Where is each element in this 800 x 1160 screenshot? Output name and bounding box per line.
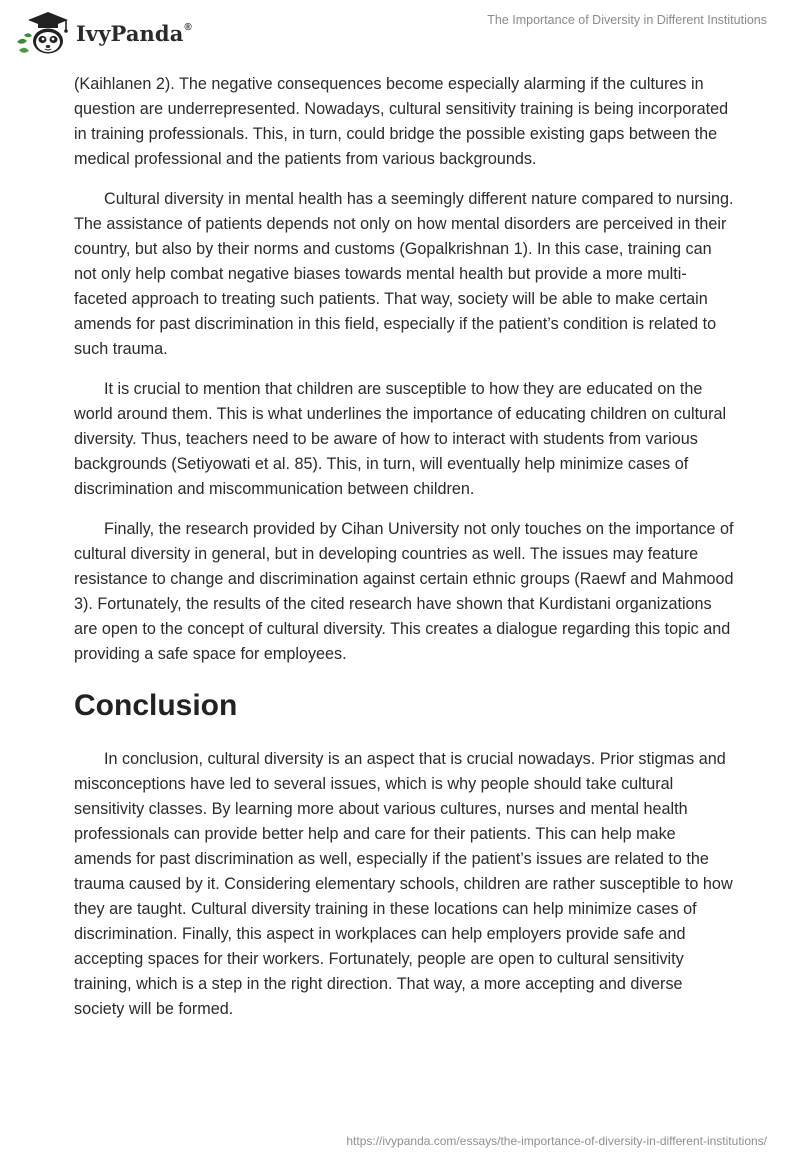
page-header bbox=[0, 0, 800, 62]
document-title: The Importance of Diversity in Different Institutions bbox=[487, 13, 767, 27]
brand-name bbox=[76, 21, 192, 46]
essay-body bbox=[74, 72, 734, 1037]
brand-text: IvyPanda bbox=[76, 20, 184, 46]
conclusion-heading: Conclusion bbox=[74, 689, 238, 722]
paragraph-4: Finally, the research provided by Cihan University not only touches on the importance of cultural diversity in general, but in developing countries as well. The issues may feature resistance to change and discrimination against certain ethnic groups (Raewf and Mahmood 3). Fortunately, the results of the cited research have shown that Kurdistani organizations are open to the concept of cultural diversity. This creates a dialogue regarding this topic and providing a safe space for employees. bbox=[74, 520, 734, 663]
paragraph-2: Cultural diversity in mental health has a seemingly different nature compared to nursing. The assistance of patients depends not only on how mental disorders are perceived in their country, but also by their norms and customs (Gopalkrishnan 1). In this case, training can not only help combat negative biases towards mental health but provide a more multi-faceted approach to treating such patients. That way, society will be able to make certain amends for past discrimination in this field, especially if the patient’s condition is related to such trauma. bbox=[74, 190, 734, 358]
source-url[interactable]: https://ivypanda.com/essays/the-importance-of-diversity-in-different-institutions/ bbox=[346, 1134, 767, 1148]
panda-graduate-icon bbox=[14, 8, 72, 56]
paragraph-3: It is crucial to mention that children are susceptible to how they are educated on the world around them. This is what underlines the importance of educating children on cultural diversity. Thus, teachers need to be aware of how to interact with students from various backgrounds (Setiyowati et al. 85). This, in turn, will eventually help minimize cases of discrimination and miscommunication between children. bbox=[74, 380, 727, 498]
ivypanda-logo[interactable] bbox=[14, 8, 192, 56]
conclusion-paragraph: In conclusion, cultural diversity is an aspect that is crucial nowadays. Prior stigmas and misconceptions have led to several issues, which is why people should take cultural sensitivity classes. By learning more about various cultures, nurses and mental health professionals can provide better help and care for their patients. This can help make amends for past discrimination as well, especially if the patient’s issues are related to the trauma caused by it. Considering elementary schools, children are rather susceptible to how they are taught. Cultural diversity training in these locations can help minimize cases of discrimination. Finally, this aspect in workplaces can help employers provide safe and accepting spaces for their workers. Fortunately, people are open to cultural sensitivity training, which is a step in the right direction. That way, a more accepting and diverse society will be formed. bbox=[74, 750, 733, 1018]
paragraph-1: (Kaihlanen 2). The negative consequences become especially alarming if the cultures in question are underrepresented. Nowadays, cultural sensitivity training is being incorporated in training professionals. This, in turn, could bridge the possible existing gaps between the medical professional and the patients from various backgrounds. bbox=[74, 75, 729, 168]
trademark-symbol: ® bbox=[184, 21, 192, 33]
